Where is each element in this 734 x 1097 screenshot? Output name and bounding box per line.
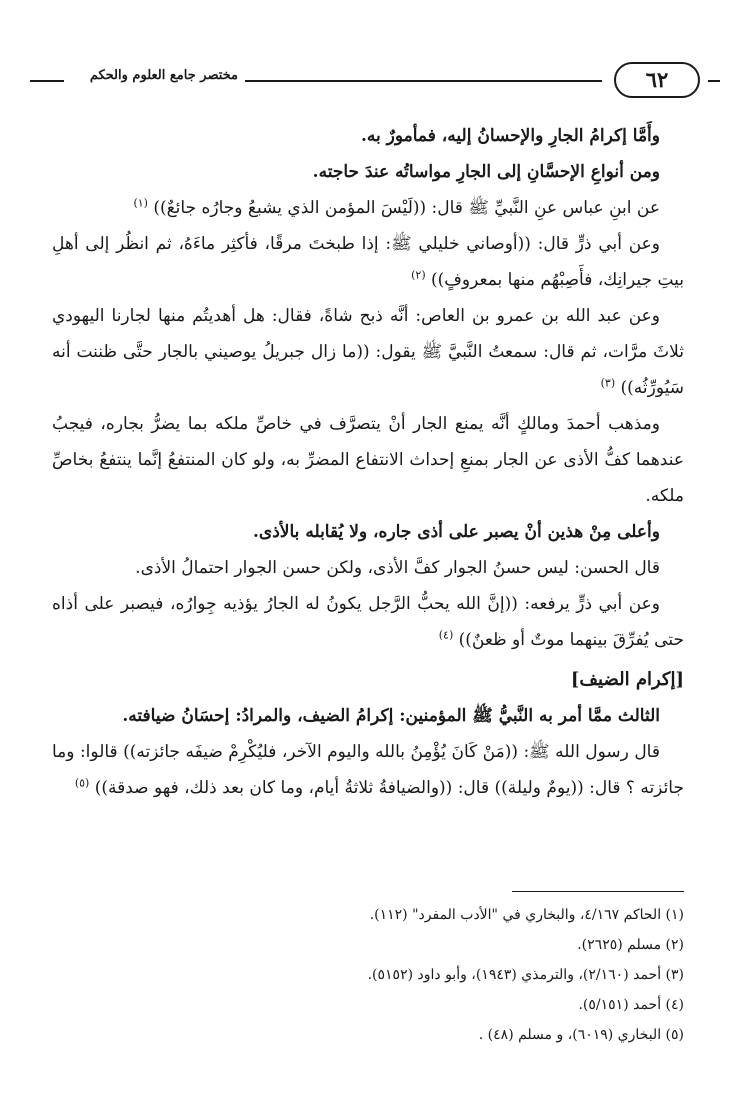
paragraph bbox=[52, 226, 684, 298]
paragraph bbox=[52, 586, 684, 658]
paragraph-text: قال رسول الله ﷺ: ((مَنْ كَانَ يُؤْمِنُ بالله واليوم الآخر، فليُكْرِمْ ضيفَه جائزته)) قالوا: وما جائزته ؟ قال: ((يومٌ وليلة)) قال: ((والضيافةُ ثلاثةُ أيام، وما كان بعد ذلك، فهو صدقة)) bbox=[52, 742, 684, 798]
header-dash-left bbox=[30, 80, 64, 82]
paragraph: قال الحسن: ليس حسنُ الجوار كفَّ الأذى، ولكن حسن الجوار احتمالُ الأذى. bbox=[135, 558, 660, 578]
footnote-separator bbox=[512, 891, 684, 892]
paragraph: وأعلى مِنْ هذين أنْ يصبر على أذى جاره، ولا يُقابله بالأذى. bbox=[253, 522, 660, 542]
paragraph: ومذهب أحمدَ ومالكٍ أنَّه يمنع الجار أنْ يتصرَّف في خاصِّ ملكه بما يضرُّ بجاره، فيجبُ عندهما كفُّ الأذى عن الجار بمنعِ إحداث الانتفاع المضرِّ به، ولو كان المنتفعُ إنَّما ينتفعُ بخاصِّ ملكه. bbox=[52, 414, 684, 506]
paragraph bbox=[52, 298, 684, 406]
footnotes bbox=[52, 900, 684, 1050]
header-rule bbox=[245, 80, 602, 82]
page-number: ٦٢ bbox=[614, 62, 700, 98]
section-heading: [إكرام الضيف] bbox=[570, 669, 684, 690]
footnote-reference: (٢) bbox=[411, 268, 426, 282]
page-header bbox=[30, 62, 720, 102]
paragraph: وأَمَّا إكرامُ الجارِ والإحسانُ إليه، فمأمورٌ به. bbox=[360, 126, 660, 146]
paragraph-text: عن ابنِ عباس عنِ النَّبيِّ ﷺ قال: ((لَيْسَ المؤمن الذي يشبعُ وجارُه جائعٌ)) bbox=[147, 198, 660, 218]
footnote: (١) الحاكم ٤/١٦٧، والبخاري في "الأدب المفرد" (١١٢). bbox=[369, 907, 684, 923]
footnote-reference: (٣) bbox=[600, 376, 616, 390]
paragraph: الثالث ممَّا أمر به النَّبيُّ ﷺ المؤمنين: إكرامُ الضيف، والمرادُ: إحسَانُ ضيافته. bbox=[122, 706, 660, 726]
paragraph bbox=[52, 734, 684, 806]
footnote: (٥) البخاري (٦٠١٩)، و مسلم (٤٨) . bbox=[478, 1027, 684, 1043]
paragraph-text: وعن عبد الله بن عمرو بن العاص: أنَّه ذبح شاةً، فقال: هل أهديتُم منها لجارنا اليهودي ثلاثَ مرَّات، ثم قال: سمعتُ النَّبيَّ ﷺ يقول: ((ما زال جبريلُ يوصيني بالجار حتَّى ظننت أنه سَيُورِّثُه)) bbox=[52, 306, 684, 398]
footnote-reference: (٤) bbox=[438, 628, 454, 642]
footnote: (٢) مسلم (٢٦٢٥). bbox=[577, 937, 684, 953]
main-text bbox=[52, 118, 684, 806]
paragraph-text: وعن أبي ذرٍّ قال: ((أوصاني خليلي ﷺ: إذا طبختَ مرقًا، فأكثِر ماءَهُ، ثم انظُر إلى أهلِ بيتِ جيرانِك، فأَصِبْهُم منها بمعروفٍ)) bbox=[52, 234, 684, 290]
paragraph bbox=[52, 190, 684, 226]
footnote-reference: (١) bbox=[133, 196, 148, 210]
header-dash-right bbox=[708, 80, 720, 82]
book-title: مختصر جامع العلوم والحكم bbox=[89, 68, 238, 83]
paragraph: ومن أنواعِ الإحسَّانِ إلى الجارِ مواساتُه عندَ حاجته. bbox=[312, 162, 660, 182]
footnote-reference: (٥) bbox=[74, 776, 90, 790]
footnote: (٤) أحمد (٥/١٥١). bbox=[578, 997, 684, 1013]
paragraph-text: وعن أبي ذرٍّ يرفعه: ((إنَّ الله يحبُّ الرَّجل يكونُ له الجارُ يؤذيه جِوارُه، فيصبر على أذاه حتى يُفرِّقَ بينهما موتٌ أو ظعنٌ)) bbox=[52, 594, 684, 650]
footnote: (٣) أحمد (٢/١٦٠)، والترمذي (١٩٤٣)، وأبو داود (٥١٥٢). bbox=[367, 967, 684, 983]
